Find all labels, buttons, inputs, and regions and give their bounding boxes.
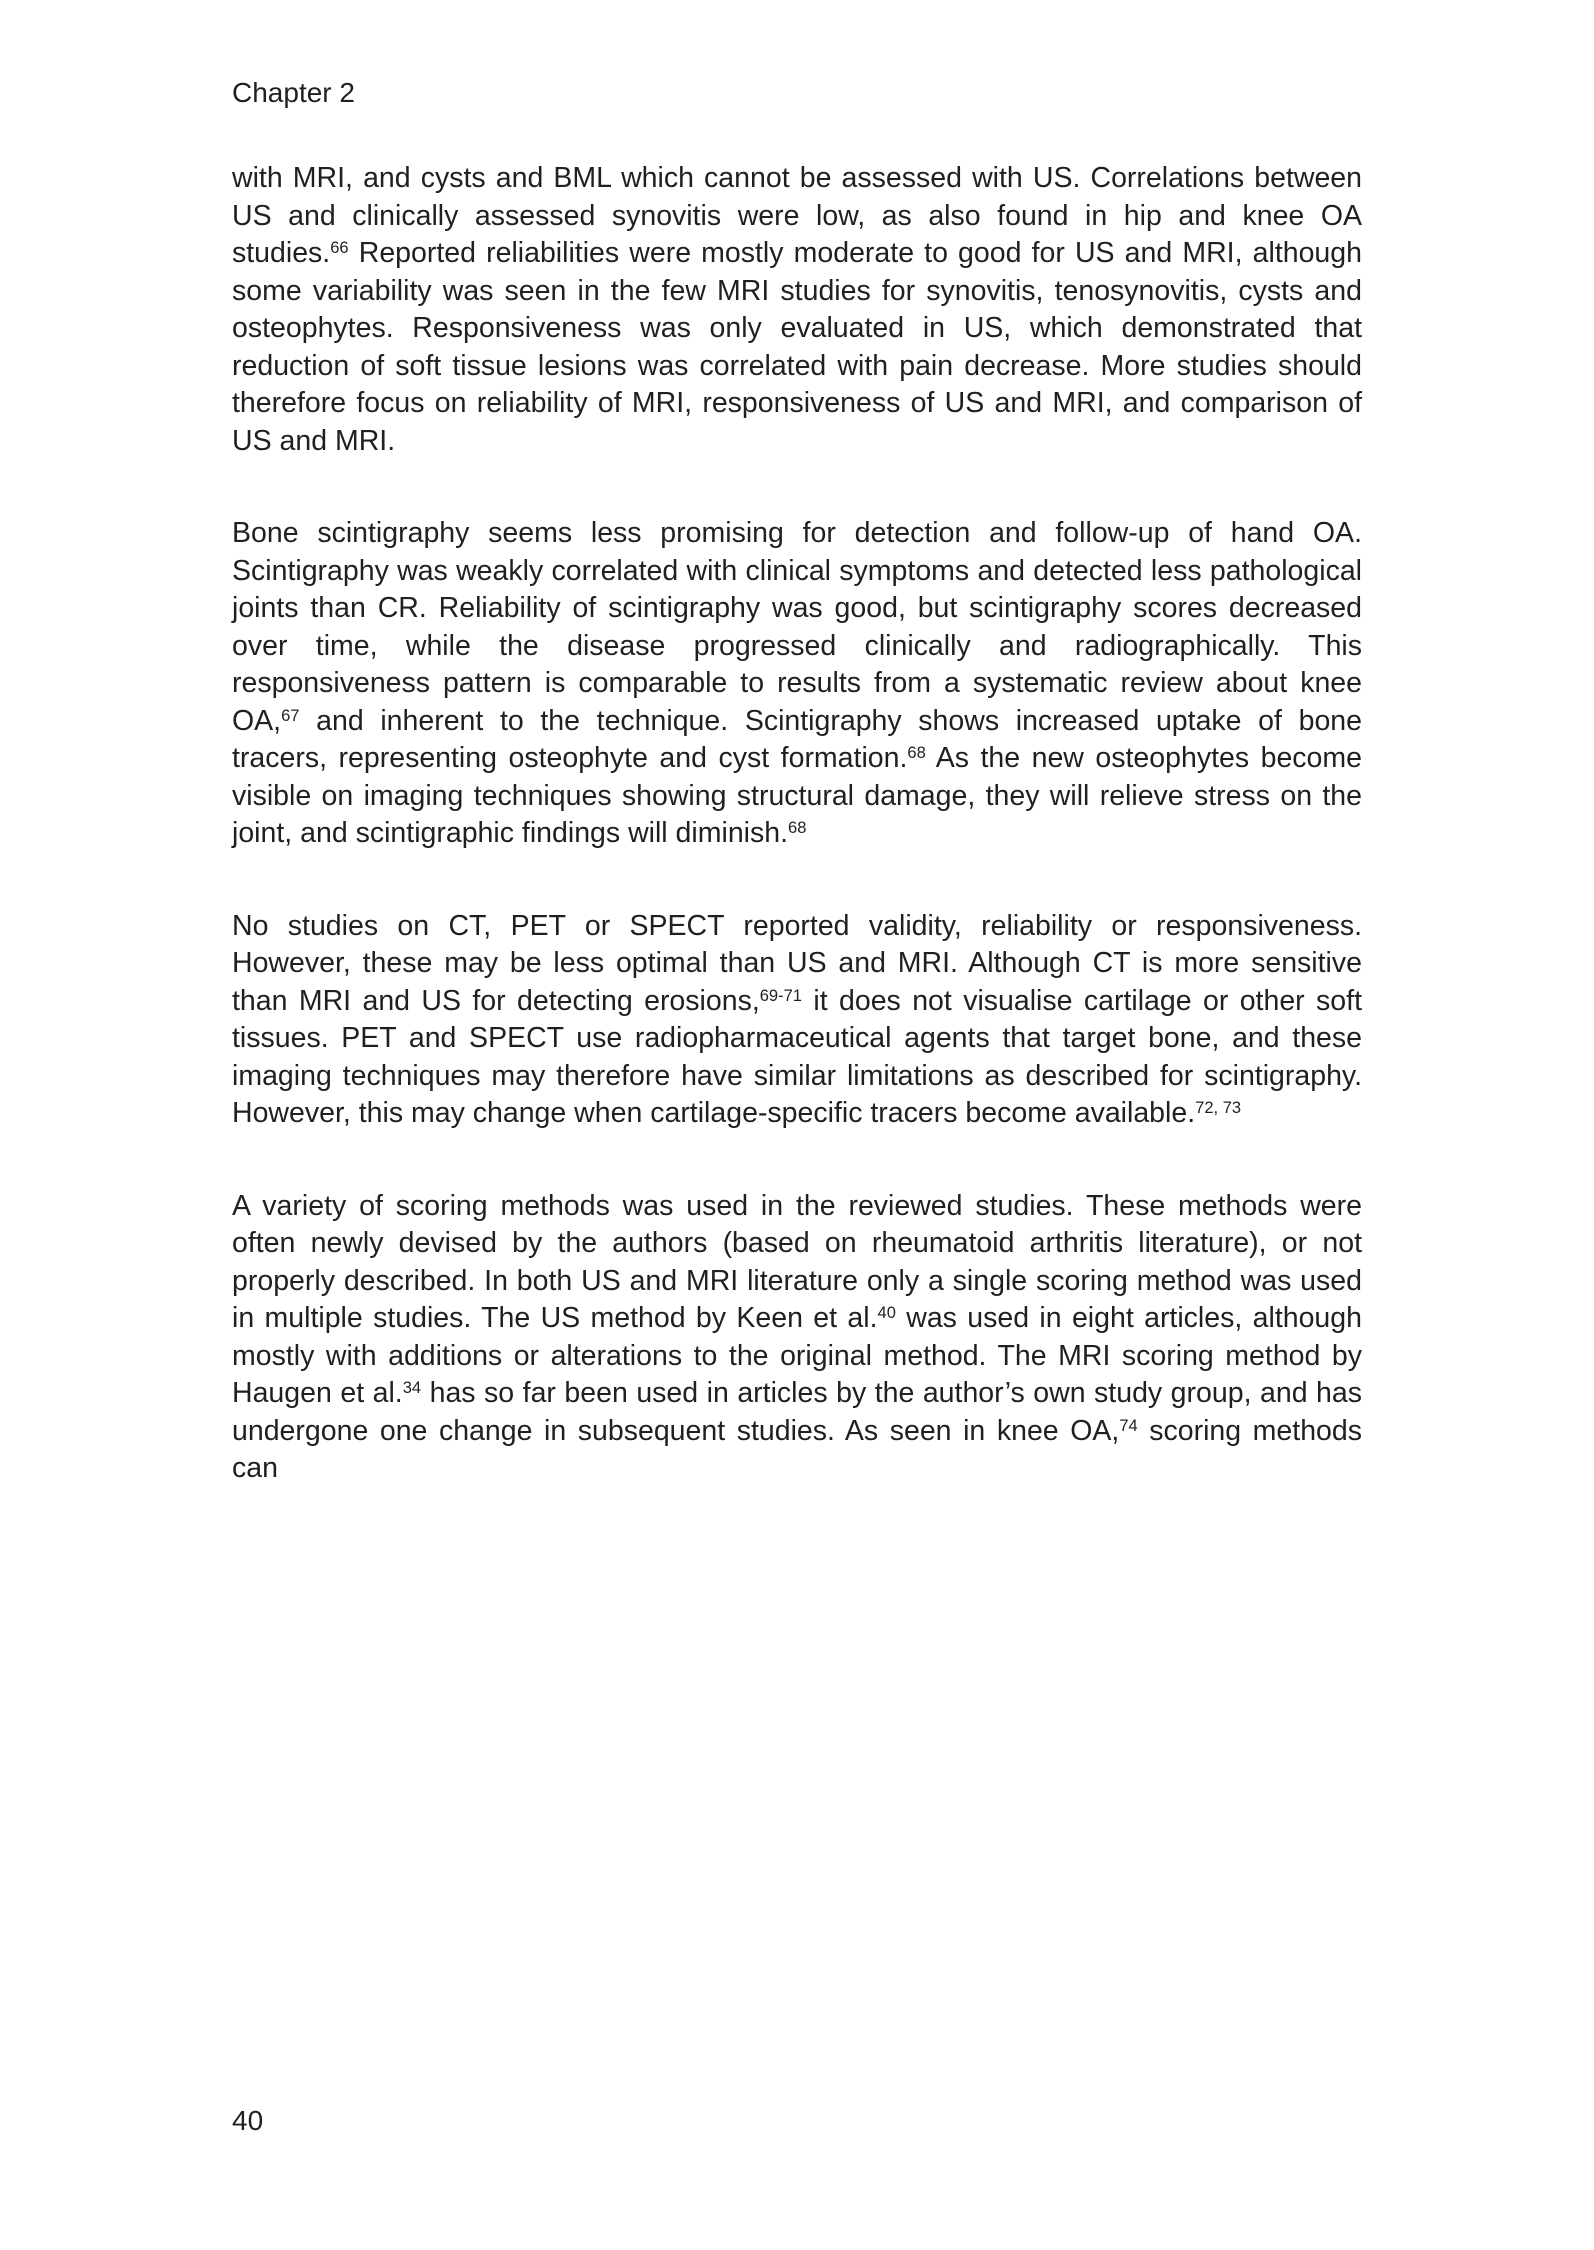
reference-superscript: 72, 73 <box>1195 1098 1242 1118</box>
reference-superscript: 69-71 <box>759 985 802 1005</box>
reference-superscript: 68 <box>907 743 926 763</box>
paragraph: Bone scintigraphy seems less promising for detection and follow-up of hand OA. Scintigraphy was weakly correlated with clinical symptoms and detected less pathological joints than CR. Reliability of scintigraphy was good, but scintigraphy scores decreased over time, while the disease progressed clinically and radiographically. This responsiveness pattern is comparable to results from a systematic review about knee OA,$^{67}$ and inherent to the technique. Scintigraphy shows increased uptake of bone tracers, representing osteophyte and cyst formation.$^{68}$ As the new osteophytes become visible on imaging techniques showing structural damage, they will relieve stress on the joint, and scintigraphic findings will diminish.$^{68}$ <box>232 517 1362 849</box>
reference-superscript: 67 <box>281 705 300 725</box>
paragraph: with MRI, and cysts and BML which cannot be assessed with US. Correlations between US and clinically assessed synovitis were low, as also found in hip and knee OA studies.$^{66}$ Reported reliabilities were mostly moderate to good for US and MRI, although some variability was seen in the few MRI studies for synovitis, tenosynovitis, cysts and osteophytes. Responsiveness was only evaluated in US, which demonstrated that reduction of soft tissue lesions was correlated with pain decrease. More studies should therefore focus on reliability of MRI, responsiveness of US and MRI, and comparison of US and MRI. <box>232 162 1362 457</box>
body-text <box>232 160 1362 1488</box>
reference-superscript: 34 <box>402 1378 422 1398</box>
paragraph: A variety of scoring methods was used in the reviewed studies. These methods were often newly devised by the authors (based on rheumatoid arthritis literature), or not properly described. In both US and MRI literature only a single scoring method was used in multiple studies. The US method by Keen et al.$^{40}$ was used in eight articles, although mostly with additions or alterations to the original method. The MRI scoring method by Haugen et al.$^{34}$ has so far been used in articles by the author’s own study group, and has undergone one change in subsequent studies. As seen in knee OA,$^{74}$ scoring methods can <box>232 1189 1362 1484</box>
reference-superscript: 66 <box>330 238 349 258</box>
reference-superscript: 40 <box>877 1303 896 1323</box>
chapter-header: Chapter 2 <box>232 77 355 108</box>
reference-superscript: 74 <box>1119 1415 1138 1435</box>
reference-superscript: 68 <box>788 818 807 838</box>
paragraph: No studies on CT, PET or SPECT reported validity, reliability or responsiveness. However, these may be less optimal than US and MRI. Although CT is more sensitive than MRI and US for detecting erosions,$^{69-71}$ it does not visualise cartilage or other soft tissues. PET and SPECT use radiopharmaceutical agents that target bone, and these imaging techniques may therefore have similar limitations as described for scintigraphy. However, this may change when cartilage-specific tracers become available.$^{72, 73}$ <box>232 909 1362 1129</box>
page-number: 40 <box>232 2105 264 2136</box>
